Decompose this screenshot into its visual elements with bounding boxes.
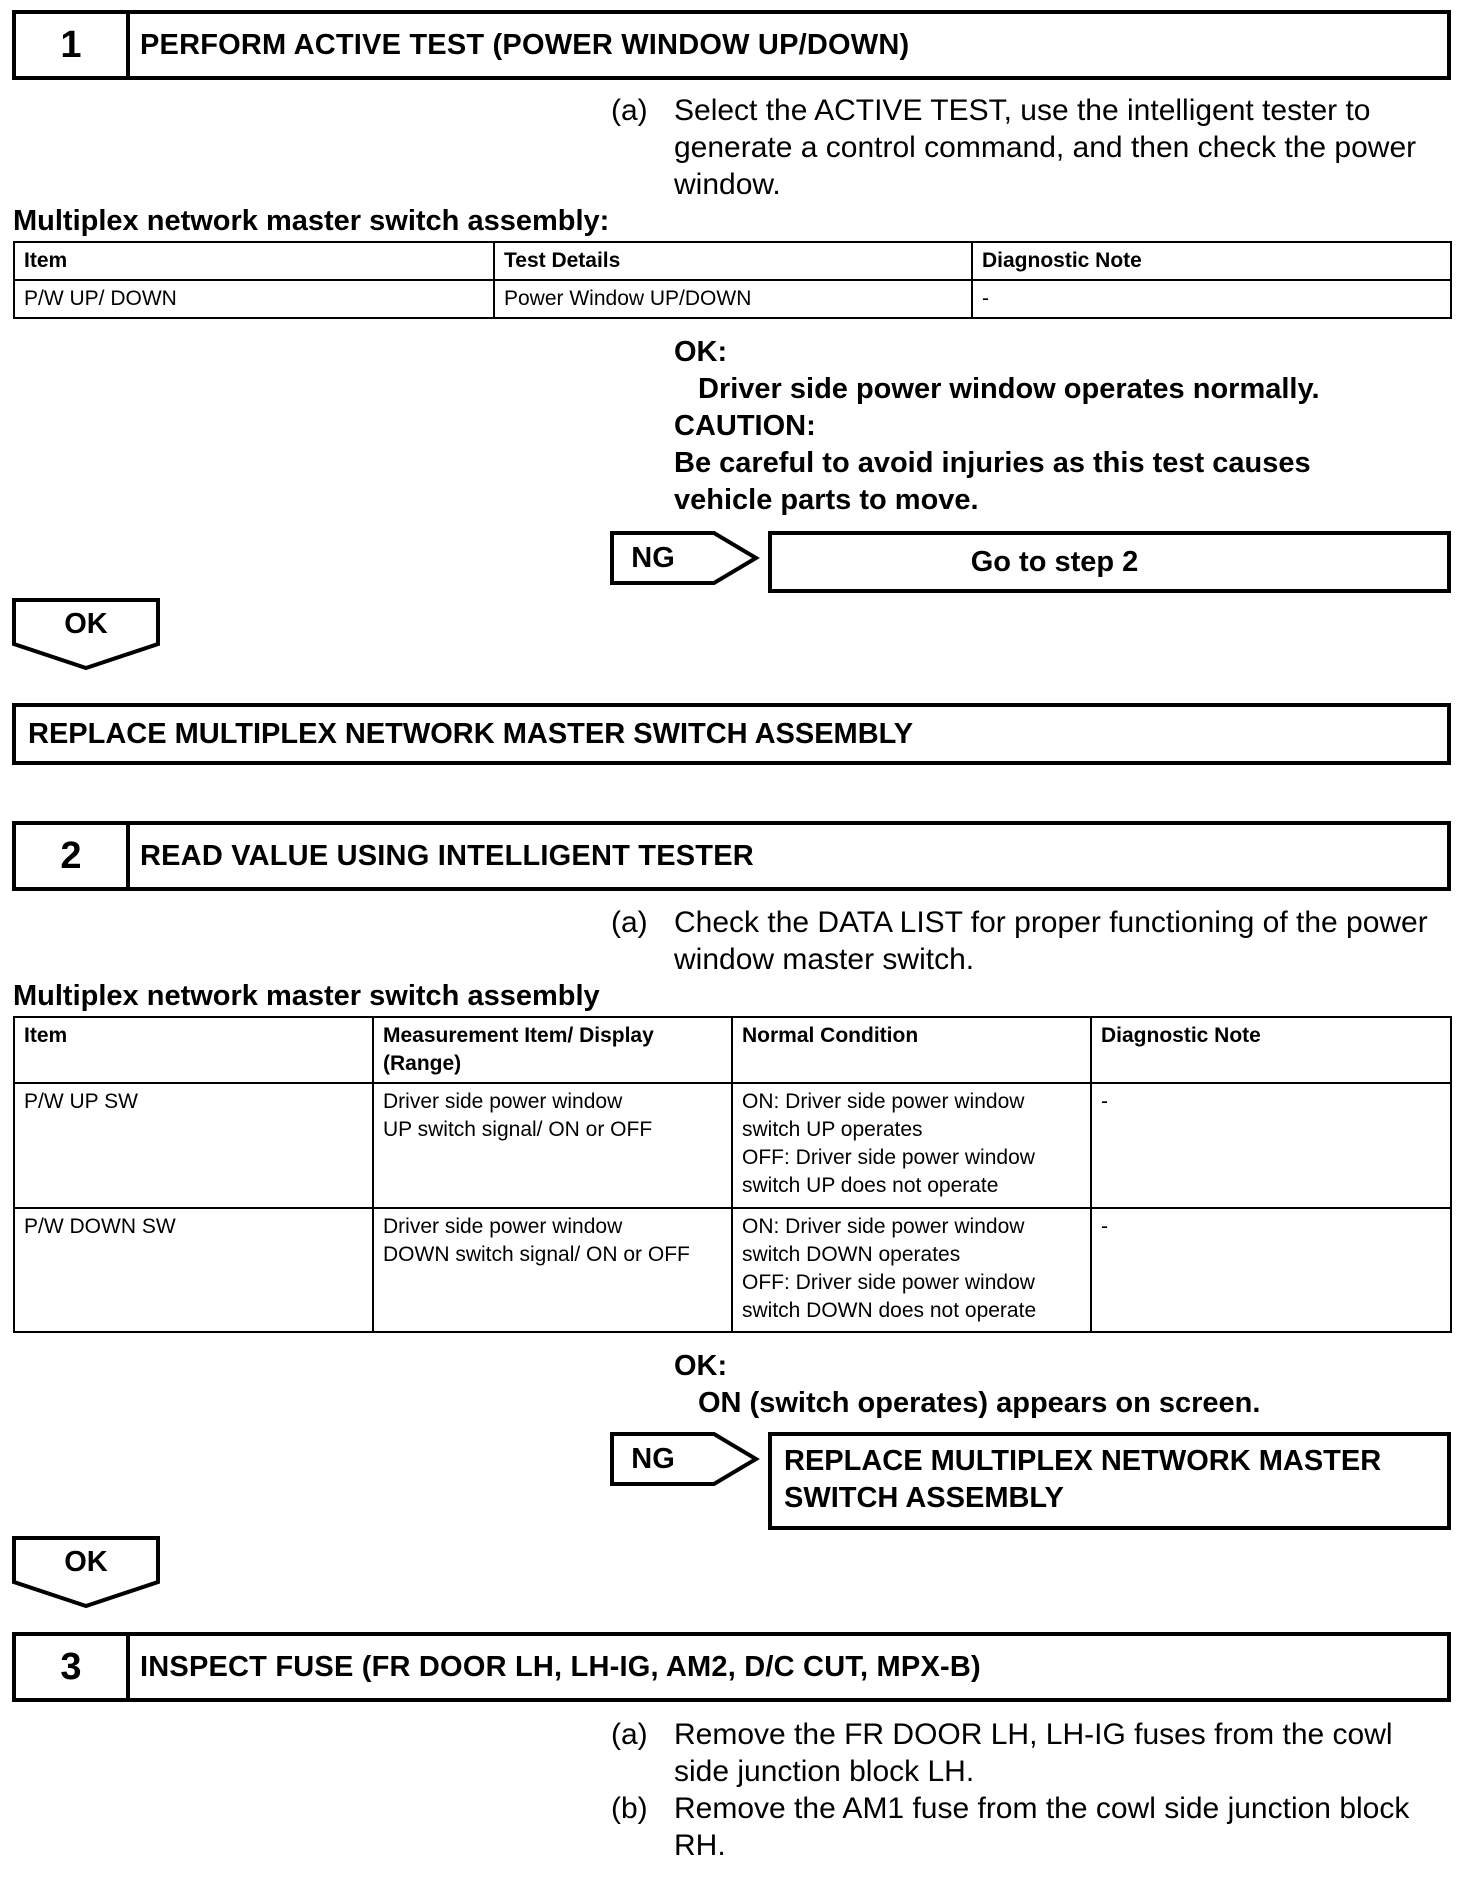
instruction-line: RH. [674, 1829, 726, 1862]
header-line: (Range) [383, 1052, 462, 1075]
step-1-instruction [611, 92, 1461, 207]
ng-result-box [768, 531, 1451, 593]
table-cell [732, 1208, 1091, 1332]
cell-line: Driver side power window [383, 1215, 623, 1238]
table-cell [373, 1208, 732, 1332]
cell-line: UP switch signal/ ON or OFF [383, 1118, 653, 1141]
instruction-line: Remove the AM1 fuse from the cowl side junction block [674, 1792, 1410, 1825]
ng-arrow-icon [700, 531, 760, 585]
step-number: 2 [16, 825, 130, 887]
header-cell: Item [14, 242, 494, 280]
data-list-table [13, 1016, 1452, 1333]
instruction-label: (a) [611, 94, 648, 127]
header-cell: Item [14, 1017, 373, 1083]
step-title: READ VALUE USING INTELLIGENT TESTER [140, 839, 754, 872]
cell-line: switch DOWN operates [742, 1243, 961, 1266]
cell-line: ON: Driver side power window [742, 1090, 1025, 1113]
ok-text: ON (switch operates) appears on screen. [698, 1387, 1261, 1419]
step-3-instruction-b [611, 1790, 1461, 1866]
table-cell [732, 1083, 1091, 1208]
caution-line: Be careful to avoid injuries as this test causes [674, 447, 1311, 479]
ok-arrow-label: OK [64, 1546, 108, 1578]
cell-line: OFF: Driver side power window [742, 1146, 1035, 1169]
instruction-line: window. [674, 168, 781, 201]
step-title: PERFORM ACTIVE TEST (POWER WINDOW UP/DOWN) [140, 28, 910, 61]
instruction-line: Select the ACTIVE TEST, use the intelligent tester to [674, 94, 1371, 127]
table-cell: P/W DOWN SW [14, 1208, 373, 1332]
ok-text: Driver side power window operates normally. [698, 373, 1320, 405]
cell-line: Driver side power window [383, 1090, 623, 1113]
instruction-line: Check the DATA LIST for proper functioning of the power [674, 906, 1428, 939]
ng-result-box [768, 1432, 1451, 1530]
instruction-text [674, 904, 1461, 978]
header-cell: Normal Condition [732, 1017, 1091, 1083]
table-row [14, 280, 1451, 318]
instruction-text [674, 1716, 1461, 1790]
step-1-result-box [12, 703, 1451, 765]
table-row [14, 1208, 1451, 1332]
result-text: REPLACE MULTIPLEX NETWORK MASTER SWITCH ASSEMBLY [28, 717, 914, 750]
header-line: Measurement Item/ Display [383, 1024, 654, 1047]
step-number: 3 [16, 1636, 130, 1698]
ok-label: OK: [674, 336, 728, 368]
ng-arrow-label: NG [610, 1432, 700, 1486]
step-title: INSPECT FUSE (FR DOOR LH, LH-IG, AM2, D/C CUT, MPX-B) [140, 1650, 981, 1683]
instruction-line: window master switch. [674, 943, 975, 976]
step-2-header [12, 821, 1451, 891]
caution-label: CAUTION: [674, 410, 816, 442]
instruction-label: (a) [611, 906, 648, 939]
header-cell: Test Details [494, 242, 972, 280]
cell-line: switch UP operates [742, 1118, 923, 1141]
table-header-row [14, 1017, 1451, 1083]
header-cell [373, 1017, 732, 1083]
instruction-line: generate a control command, and then check the power [674, 131, 1417, 164]
instruction-text [674, 1790, 1461, 1864]
table-cell: - [1091, 1208, 1451, 1332]
instruction-text [674, 92, 1461, 203]
table-title: Multiplex network master switch assembly: [13, 205, 610, 237]
table-cell: P/W UP/ DOWN [14, 280, 494, 318]
caution-line: vehicle parts to move. [674, 484, 979, 516]
table-cell: Power Window UP/DOWN [494, 280, 972, 318]
step-3-instruction-a [611, 1716, 1461, 1792]
ng-result-text: Go to step 2 [970, 545, 1139, 578]
ok-label: OK: [674, 1350, 728, 1382]
table-title: Multiplex network master switch assembly [13, 980, 600, 1012]
cell-line: DOWN switch signal/ ON or OFF [383, 1243, 690, 1266]
ng-arrow-label: NG [610, 531, 700, 585]
cell-line: switch DOWN does not operate [742, 1299, 1037, 1322]
step-1-header [12, 10, 1451, 80]
instruction-label: (a) [611, 1718, 648, 1751]
instruction-label: (b) [611, 1792, 648, 1825]
instruction-line: side junction block LH. [674, 1755, 975, 1788]
step-number: 1 [16, 14, 130, 76]
header-cell: Diagnostic Note [1091, 1017, 1451, 1083]
ng-result-line: REPLACE MULTIPLEX NETWORK MASTER [784, 1445, 1382, 1477]
table-row [14, 1083, 1451, 1208]
ng-arrow-icon [700, 1432, 760, 1486]
ng-result-line: SWITCH ASSEMBLY [784, 1482, 1064, 1514]
step-1-ok-criteria [674, 334, 1464, 519]
table-cell: P/W UP SW [14, 1083, 373, 1208]
step-3-header [12, 1632, 1451, 1702]
cell-line: ON: Driver side power window [742, 1215, 1025, 1238]
table-header-row [14, 242, 1451, 280]
step-2-ok-criteria [674, 1348, 1464, 1422]
cell-line: switch UP does not operate [742, 1174, 999, 1197]
table-cell: - [1091, 1083, 1451, 1208]
step-2-instruction [611, 904, 1461, 982]
cell-line: OFF: Driver side power window [742, 1271, 1035, 1294]
active-test-table [13, 241, 1452, 319]
header-cell: Diagnostic Note [972, 242, 1451, 280]
instruction-line: Remove the FR DOOR LH, LH-IG fuses from the cowl [674, 1718, 1393, 1751]
table-cell [373, 1083, 732, 1208]
ok-arrow-label: OK [64, 608, 108, 640]
table-cell: - [972, 280, 1451, 318]
